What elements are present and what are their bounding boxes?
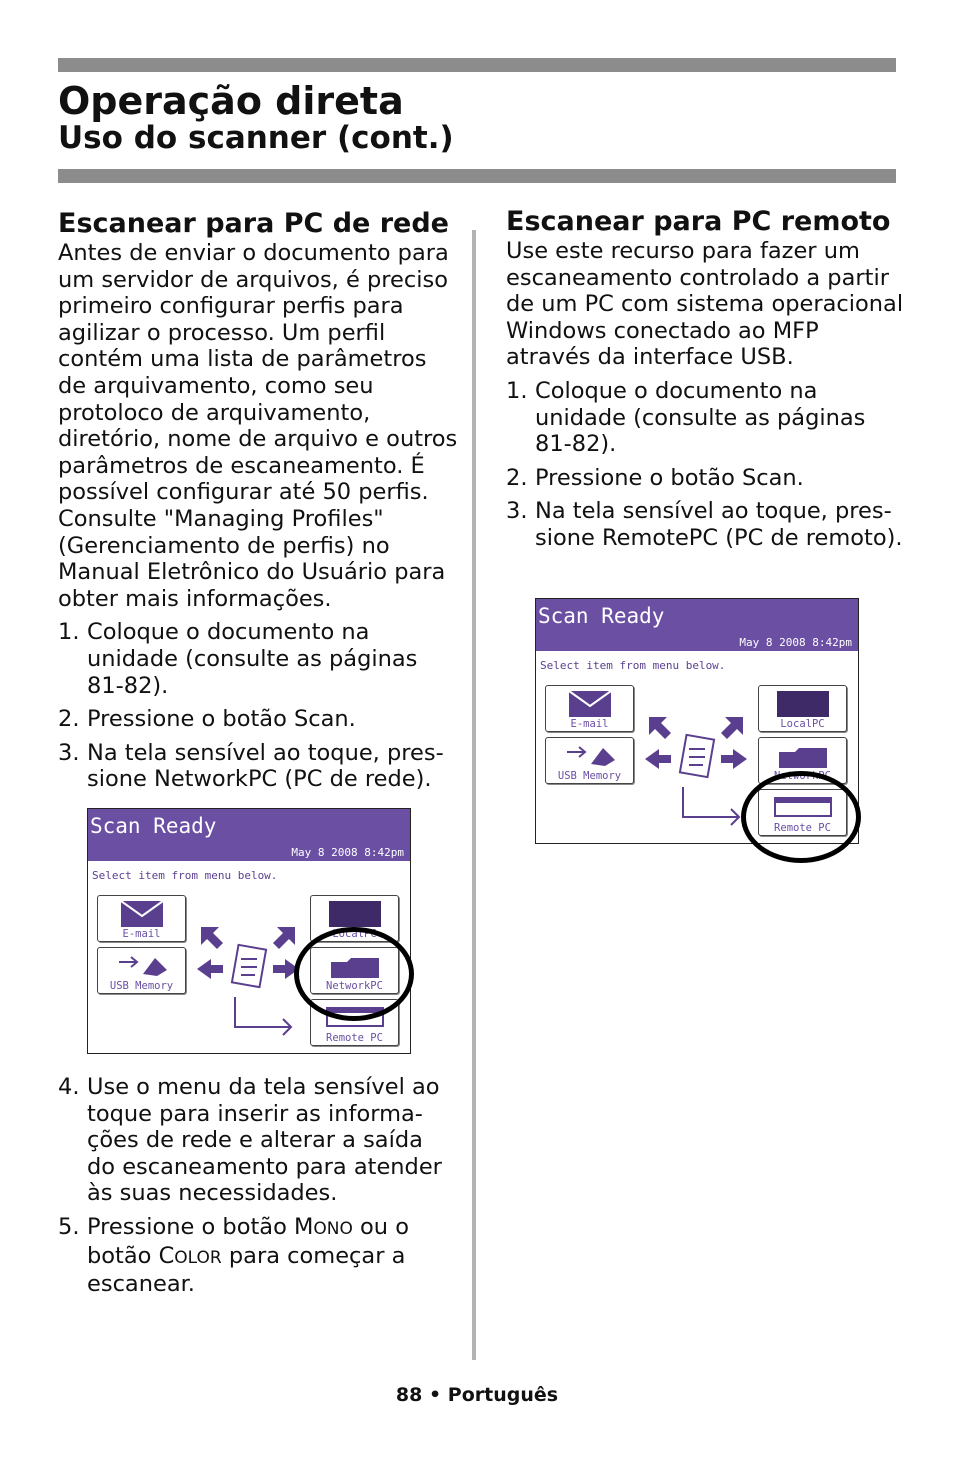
page-subtitle: Uso do scanner (cont.) (58, 120, 454, 156)
left-intro: Antes de enviar o documento para um servidor de arquivos, é preciso primeiro configurar perfis para agilizar o processo. Um perfil contém uma lista de parâmetros de arquivamento, como seu protoloco de arquivamento, diretório, nome de arquivo e outros parâmetros de escaneamento. É possível configurar até 50 perfis. Consulte "Managing Profiles" (Gerenciamento de perfis) no Manual Eletrônico do Usuário para obter mais informações. (58, 240, 458, 612)
networkpc-button[interactable]: NetworkPC (758, 737, 847, 784)
screen-title: Scan Ready (90, 814, 217, 838)
screen-date: May 8 2008 8:42pm (291, 846, 404, 859)
list-item: 3. Na tela sensível ao toque, pres-sione RemotePC (PC de remoto). (506, 498, 903, 551)
left-steps-continued (58, 1074, 458, 1298)
right-heading: Escanear para PC remoto (506, 206, 891, 237)
list-item: 1. Coloque o documento na unidade (consulte as páginas 81-82). (506, 377, 866, 458)
envelope-icon (120, 900, 164, 928)
localpc-button[interactable]: LocalPC (758, 685, 847, 732)
left-column (58, 208, 458, 793)
page-title: Operação direta (58, 79, 404, 123)
highlight-circle (741, 771, 861, 863)
left-heading: Escanear para PC de rede (58, 208, 449, 239)
scan-screen-networkpc (87, 808, 411, 1054)
left-steps (58, 619, 458, 793)
screen-instruction: Select item from menu below. (92, 869, 278, 882)
footer-separator: • (429, 1384, 442, 1406)
right-column (506, 206, 906, 552)
screen-title-bar (88, 809, 410, 861)
page-number: 88 (395, 1384, 423, 1406)
screen-title: Scan Ready (538, 604, 665, 628)
networkpc-button[interactable]: NetworkPC (310, 947, 399, 994)
email-button[interactable]: E-mail (545, 685, 634, 732)
top-rule (58, 58, 896, 72)
list-item: 3. Na tela sensível ao toque, pres-sione NetworkPC (PC de rede). (58, 739, 444, 793)
list-item: 4. Use o menu da tela sensível ao toque para inserir as informa-ções de rede e alterar a saída do escaneamento para atender às suas necessidades. (58, 1074, 442, 1207)
screen-date: May 8 2008 8:42pm (739, 636, 852, 649)
right-steps (506, 378, 906, 552)
list-item: 2. Pressione o botão Scan. (58, 706, 356, 733)
usb-memory-button[interactable]: USB Memory (545, 737, 634, 784)
email-button[interactable]: E-mail (97, 895, 186, 942)
usb-memory-button[interactable]: USB Memory (97, 947, 186, 994)
scan-arrows-icon (641, 709, 751, 829)
right-intro: Use este recurso para fazer um escaneamento controlado a partir de um PC com sistema operacional Windows conectado ao MFP através da interface USB. (506, 238, 904, 371)
monitor-icon (325, 900, 385, 928)
monitor-icon (773, 690, 833, 718)
column-divider (472, 230, 476, 1360)
usb-icon (115, 952, 169, 978)
usb-icon (563, 742, 617, 768)
list-item: 2. Pressione o botão Scan. (506, 464, 804, 491)
folder-icon (773, 742, 833, 770)
remotepc-button[interactable]: Remote PC (758, 789, 847, 836)
scan-screen-remotepc (535, 598, 859, 844)
page-footer (0, 1384, 954, 1406)
footer-language: Português (447, 1384, 559, 1406)
screen-title-bar (536, 599, 858, 651)
remotepc-button[interactable]: Remote PC (310, 999, 399, 1046)
screen-instruction: Select item from menu below. (540, 659, 726, 672)
highlight-circle (294, 927, 414, 1021)
scan-arrows-icon (193, 919, 303, 1039)
left-column-continued (58, 1067, 458, 1298)
envelope-icon (568, 690, 612, 718)
localpc-button[interactable]: LocalPC (310, 895, 399, 942)
bottom-rule (58, 169, 896, 183)
list-item: 5. Pressione o botão MONO ou o botão COLOR para começar a escanear. (58, 1213, 409, 1298)
list-item: 1. Coloque o documento na unidade (consulte as páginas 81-82). (58, 619, 418, 699)
